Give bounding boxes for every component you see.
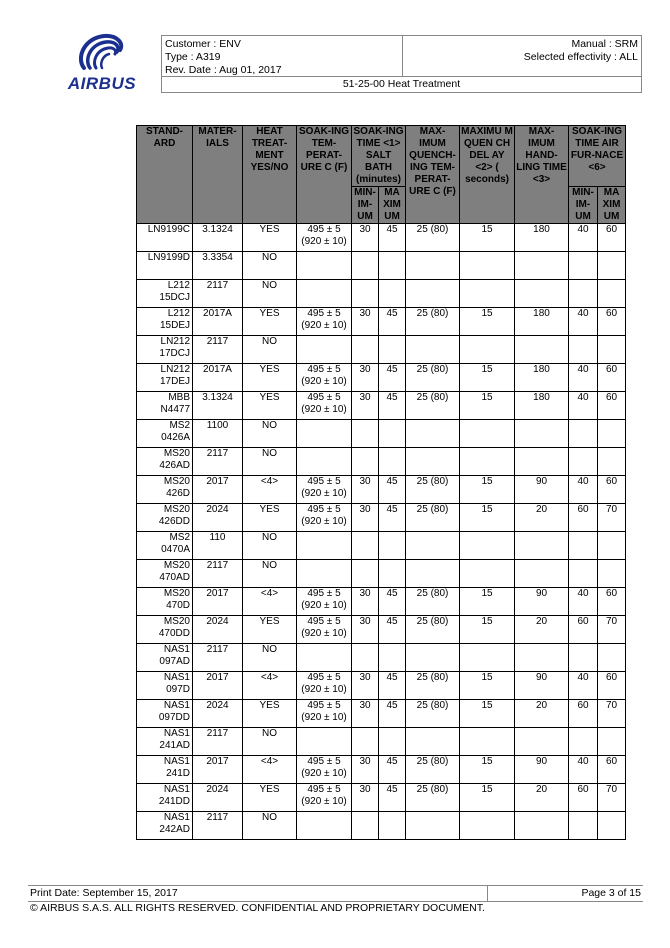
table-cell: 40 [569, 308, 598, 336]
table-cell [460, 644, 515, 672]
table-cell: 25 (80) [406, 308, 460, 336]
table-cell: 30 [352, 364, 379, 392]
table-cell: 2017 [193, 588, 243, 616]
table-cell [460, 560, 515, 588]
table-cell: 30 [352, 504, 379, 532]
table-row [137, 336, 626, 364]
table-cell [297, 532, 352, 560]
table-cell: 2017 [193, 756, 243, 784]
table-cell: 20 [515, 504, 569, 532]
table-cell: 25 (80) [406, 784, 460, 812]
table-cell [406, 420, 460, 448]
table-row [137, 224, 626, 252]
table-cell [598, 812, 626, 840]
table-cell: 60 [598, 756, 626, 784]
table-cell: 60 [569, 504, 598, 532]
table-cell [460, 812, 515, 840]
table-cell [297, 728, 352, 756]
table-cell: 30 [352, 756, 379, 784]
print-date: Print Date: September 15, 2017 [30, 887, 178, 899]
table-cell: 20 [515, 784, 569, 812]
table-cell: 2017A [193, 364, 243, 392]
table-cell [460, 448, 515, 476]
table-cell: 2024 [193, 784, 243, 812]
table-cell [515, 560, 569, 588]
table-cell [569, 728, 598, 756]
table-cell: 30 [352, 308, 379, 336]
table-cell [352, 420, 379, 448]
table-cell [352, 336, 379, 364]
table-cell: MS2 0426A [137, 420, 193, 448]
table-cell: 2117 [193, 812, 243, 840]
table-cell: 25 (80) [406, 224, 460, 252]
rev-date-label: Rev. Date : Aug 01, 2017 [165, 64, 282, 76]
table-cell: 2117 [193, 728, 243, 756]
table-cell [569, 560, 598, 588]
table-cell [297, 644, 352, 672]
table-cell: 45 [379, 224, 406, 252]
table-cell: 15 [460, 308, 515, 336]
table-cell: 2117 [193, 280, 243, 308]
table-cell: 2017 [193, 672, 243, 700]
table-cell [406, 728, 460, 756]
table-cell: 30 [352, 784, 379, 812]
table-cell: YES [243, 308, 297, 336]
table-cell [515, 336, 569, 364]
table-cell: 45 [379, 700, 406, 728]
table-cell: 70 [598, 700, 626, 728]
col-standard: STAND-ARD [137, 126, 193, 224]
table-cell: L212 15DCJ [137, 280, 193, 308]
table-cell: 25 (80) [406, 364, 460, 392]
table-cell: NAS1 097DD [137, 700, 193, 728]
table-cell: 495 ± 5 (920 ± 10) [297, 616, 352, 644]
table-row [137, 532, 626, 560]
table-cell: 180 [515, 364, 569, 392]
table-cell: 45 [379, 672, 406, 700]
table-cell [379, 252, 406, 280]
col-soak-time-air: SOAK-ING TIME AIR FUR-NACE <6> [569, 126, 626, 187]
table-cell [598, 560, 626, 588]
table-cell: <4> [243, 756, 297, 784]
document-header [161, 35, 642, 93]
table-row [137, 728, 626, 756]
table-cell [352, 560, 379, 588]
table-cell: YES [243, 392, 297, 420]
table-cell: 45 [379, 364, 406, 392]
table-cell: MS20 426AD [137, 448, 193, 476]
chapter-title: 51-25-00 Heat Treatment [342, 78, 461, 90]
table-cell: 495 ± 5 (920 ± 10) [297, 672, 352, 700]
table-cell: LN9199C [137, 224, 193, 252]
table-cell: 90 [515, 476, 569, 504]
table-cell: 90 [515, 588, 569, 616]
table-row [137, 812, 626, 840]
table-cell: 2024 [193, 616, 243, 644]
table-cell: 20 [515, 616, 569, 644]
table-cell: 15 [460, 588, 515, 616]
table-cell [515, 812, 569, 840]
table-row [137, 392, 626, 420]
table-cell: 495 ± 5 (920 ± 10) [297, 756, 352, 784]
table-cell: 40 [569, 588, 598, 616]
customer-label: Customer : ENV [165, 38, 241, 50]
table-cell [569, 420, 598, 448]
table-cell [379, 728, 406, 756]
table-cell [352, 280, 379, 308]
col-materials: MATER-IALS [193, 126, 243, 224]
table-cell: NAS1 241DD [137, 784, 193, 812]
table-row [137, 476, 626, 504]
table-cell: 90 [515, 672, 569, 700]
col-soak-time-salt: SOAK-ING TIME <1> SALT BATH (minutes) [352, 126, 406, 187]
table-cell [569, 280, 598, 308]
table-cell: 495 ± 5 (920 ± 10) [297, 364, 352, 392]
table-cell: 60 [598, 476, 626, 504]
table-cell: 180 [515, 224, 569, 252]
table-cell: YES [243, 224, 297, 252]
table-cell: 45 [379, 476, 406, 504]
table-row [137, 588, 626, 616]
table-cell: NO [243, 532, 297, 560]
table-cell: 495 ± 5 (920 ± 10) [297, 784, 352, 812]
table-cell: MS20 426DD [137, 504, 193, 532]
table-cell [297, 336, 352, 364]
table-cell: 60 [569, 784, 598, 812]
table-cell: 30 [352, 616, 379, 644]
col-salt-max: MA XIM UM [379, 187, 406, 224]
table-cell: MS20 470DD [137, 616, 193, 644]
page-number: Page 3 of 15 [581, 887, 641, 899]
table-row [137, 252, 626, 280]
table-cell: 2017 [193, 476, 243, 504]
table-cell: NO [243, 812, 297, 840]
table-cell [569, 336, 598, 364]
table-cell [515, 420, 569, 448]
table-cell [297, 448, 352, 476]
table-cell: 70 [598, 616, 626, 644]
table-cell: 45 [379, 588, 406, 616]
table-cell: 15 [460, 756, 515, 784]
table-cell [460, 252, 515, 280]
table-cell: YES [243, 784, 297, 812]
table-cell [297, 560, 352, 588]
table-cell: 60 [598, 308, 626, 336]
table-cell: 2117 [193, 336, 243, 364]
table-cell: 2117 [193, 448, 243, 476]
table-cell: 2117 [193, 644, 243, 672]
table-cell [379, 812, 406, 840]
table-cell: <4> [243, 476, 297, 504]
col-max-quench-delay: MAXIMU M QUEN CH DEL AY <2> ( seconds) [460, 126, 515, 224]
table-cell: NO [243, 252, 297, 280]
table-cell [515, 448, 569, 476]
table-row [137, 308, 626, 336]
table-cell [406, 560, 460, 588]
table-cell: 15 [460, 784, 515, 812]
table-cell: 90 [515, 756, 569, 784]
table-cell: NAS1 097AD [137, 644, 193, 672]
table-row [137, 448, 626, 476]
table-cell [352, 448, 379, 476]
table-cell: NAS1 241D [137, 756, 193, 784]
table-cell: YES [243, 504, 297, 532]
table-cell: 15 [460, 392, 515, 420]
table-cell: 15 [460, 476, 515, 504]
table-cell [569, 448, 598, 476]
table-cell: <4> [243, 672, 297, 700]
table-cell [598, 728, 626, 756]
table-cell: 25 (80) [406, 616, 460, 644]
table-cell [406, 644, 460, 672]
table-row [137, 504, 626, 532]
table-cell: NAS1 242AD [137, 812, 193, 840]
table-cell [598, 644, 626, 672]
table-cell [460, 280, 515, 308]
table-cell: NO [243, 280, 297, 308]
col-soak-temp: SOAK-ING TEM-PERAT-URE C (F) [297, 126, 352, 224]
table-cell [352, 532, 379, 560]
table-cell: 30 [352, 588, 379, 616]
table-cell [406, 532, 460, 560]
table-cell [406, 448, 460, 476]
table-cell: 3.3354 [193, 252, 243, 280]
table-cell: 25 (80) [406, 588, 460, 616]
table-cell [406, 252, 460, 280]
table-cell [352, 728, 379, 756]
table-cell: 60 [569, 700, 598, 728]
col-air-max: MA XIM UM [598, 187, 626, 224]
table-cell: NO [243, 560, 297, 588]
table-cell [598, 280, 626, 308]
table-cell [515, 280, 569, 308]
table-cell [406, 336, 460, 364]
table-cell: 30 [352, 392, 379, 420]
table-cell: YES [243, 700, 297, 728]
table-cell: 30 [352, 224, 379, 252]
table-cell: YES [243, 616, 297, 644]
table-cell: 25 (80) [406, 476, 460, 504]
table-cell [379, 448, 406, 476]
airbus-swirl-icon [62, 30, 142, 76]
col-max-handling: MAX-IMUM HAND-LING TIME <3> [515, 126, 569, 224]
table-cell: 25 (80) [406, 700, 460, 728]
heat-treatment-table [136, 125, 626, 840]
table-row [137, 784, 626, 812]
table-cell [379, 420, 406, 448]
col-air-min: MIN-IM-UM [569, 187, 598, 224]
table-cell: 2117 [193, 560, 243, 588]
table-cell: MS20 470AD [137, 560, 193, 588]
table-cell: MBB N4477 [137, 392, 193, 420]
table-row [137, 700, 626, 728]
table-cell [569, 252, 598, 280]
table-cell [515, 252, 569, 280]
table-cell: 15 [460, 616, 515, 644]
table-cell: 45 [379, 756, 406, 784]
table-cell: 25 (80) [406, 504, 460, 532]
table-cell [379, 560, 406, 588]
table-cell [379, 532, 406, 560]
table-cell [406, 812, 460, 840]
table-cell: NAS1 241AD [137, 728, 193, 756]
table-cell [515, 532, 569, 560]
table-cell [406, 280, 460, 308]
table-row [137, 280, 626, 308]
table-cell: 2024 [193, 504, 243, 532]
table-cell: 45 [379, 616, 406, 644]
manual-label: Manual : SRM [571, 38, 638, 50]
table-cell: 495 ± 5 (920 ± 10) [297, 308, 352, 336]
table-cell: 2017A [193, 308, 243, 336]
copyright-notice: © AIRBUS S.A.S. ALL RIGHTS RESERVED. CONFIDENTIAL AND PROPRIETARY DOCUMENT. [30, 902, 485, 914]
table-cell: NO [243, 644, 297, 672]
table-cell [297, 420, 352, 448]
table-cell: LN212 17DCJ [137, 336, 193, 364]
table-cell: 60 [598, 392, 626, 420]
table-cell: NO [243, 448, 297, 476]
table-cell: 3.1324 [193, 224, 243, 252]
table-cell [297, 252, 352, 280]
table-cell: MS20 426D [137, 476, 193, 504]
logo-wordmark: AIRBUS [67, 74, 137, 93]
table-cell: L212 15DEJ [137, 308, 193, 336]
table-cell: 15 [460, 672, 515, 700]
table-cell: 25 (80) [406, 672, 460, 700]
table-cell: 180 [515, 308, 569, 336]
table-body [137, 224, 626, 840]
table-cell [352, 644, 379, 672]
table-row [137, 644, 626, 672]
table-cell: 15 [460, 364, 515, 392]
table-cell: 40 [569, 364, 598, 392]
table-cell [598, 448, 626, 476]
table-cell: 45 [379, 784, 406, 812]
table-cell [569, 812, 598, 840]
table-cell: YES [243, 364, 297, 392]
table-cell: 40 [569, 392, 598, 420]
table-cell [379, 644, 406, 672]
table-row [137, 672, 626, 700]
table-cell: 15 [460, 224, 515, 252]
table-cell: NO [243, 336, 297, 364]
table-cell: 45 [379, 308, 406, 336]
table-row [137, 364, 626, 392]
table-row [137, 560, 626, 588]
table-cell [379, 336, 406, 364]
table-cell [297, 280, 352, 308]
table-cell: <4> [243, 588, 297, 616]
table-cell: MS2 0470A [137, 532, 193, 560]
table-cell: 180 [515, 392, 569, 420]
table-cell [352, 812, 379, 840]
col-max-quench-temp: MAX-IMUM QUENCH-ING TEM-PERAT-URE C (F) [406, 126, 460, 224]
table-cell [460, 532, 515, 560]
table-cell: 15 [460, 700, 515, 728]
table-cell [569, 644, 598, 672]
table-cell: 495 ± 5 (920 ± 10) [297, 224, 352, 252]
table-cell [379, 280, 406, 308]
table-cell: 30 [352, 476, 379, 504]
effectivity-label: Selected effectivity : ALL [523, 51, 638, 63]
table-cell: 70 [598, 504, 626, 532]
table-cell: 495 ± 5 (920 ± 10) [297, 476, 352, 504]
table-cell: NO [243, 728, 297, 756]
table-cell: 20 [515, 700, 569, 728]
table-cell: LN212 17DEJ [137, 364, 193, 392]
table-cell: 30 [352, 672, 379, 700]
table-cell: 40 [569, 756, 598, 784]
table-cell: 25 (80) [406, 756, 460, 784]
table-cell: 60 [598, 224, 626, 252]
airbus-logo [62, 30, 142, 96]
table-cell: 60 [598, 588, 626, 616]
table-cell: 3.1324 [193, 392, 243, 420]
table-cell: MS20 470D [137, 588, 193, 616]
table-cell: 40 [569, 476, 598, 504]
table-cell [515, 644, 569, 672]
table-cell: 25 (80) [406, 392, 460, 420]
table-cell: 110 [193, 532, 243, 560]
table-cell: NO [243, 420, 297, 448]
table-cell: LN9199D [137, 252, 193, 280]
table-cell: 495 ± 5 (920 ± 10) [297, 588, 352, 616]
table-cell [297, 812, 352, 840]
table-cell: 40 [569, 672, 598, 700]
table-cell: 495 ± 5 (920 ± 10) [297, 504, 352, 532]
table-cell: 45 [379, 504, 406, 532]
table-cell [598, 336, 626, 364]
table-cell: 45 [379, 392, 406, 420]
table-cell: 15 [460, 504, 515, 532]
table-cell [352, 252, 379, 280]
col-heat-treatment: HEAT TREAT-MENT YES/NO [243, 126, 297, 224]
table-cell [598, 252, 626, 280]
table-cell: 60 [598, 672, 626, 700]
table-cell: 1100 [193, 420, 243, 448]
table-cell: 30 [352, 700, 379, 728]
table-cell [460, 336, 515, 364]
table-cell [569, 532, 598, 560]
table-row [137, 616, 626, 644]
type-label: Type : A319 [165, 51, 221, 63]
table-cell: NAS1 097D [137, 672, 193, 700]
table-cell: 40 [569, 224, 598, 252]
table-cell: 60 [569, 616, 598, 644]
table-cell: 495 ± 5 (920 ± 10) [297, 700, 352, 728]
table-cell [598, 420, 626, 448]
table-cell [598, 532, 626, 560]
table-cell [515, 728, 569, 756]
col-salt-min: MIN-IM-UM [352, 187, 379, 224]
table-cell [460, 420, 515, 448]
table-cell: 60 [598, 364, 626, 392]
table-cell: 495 ± 5 (920 ± 10) [297, 392, 352, 420]
table-cell: 2024 [193, 700, 243, 728]
table-row [137, 756, 626, 784]
table-cell: 70 [598, 784, 626, 812]
table-row [137, 420, 626, 448]
table-cell [460, 728, 515, 756]
